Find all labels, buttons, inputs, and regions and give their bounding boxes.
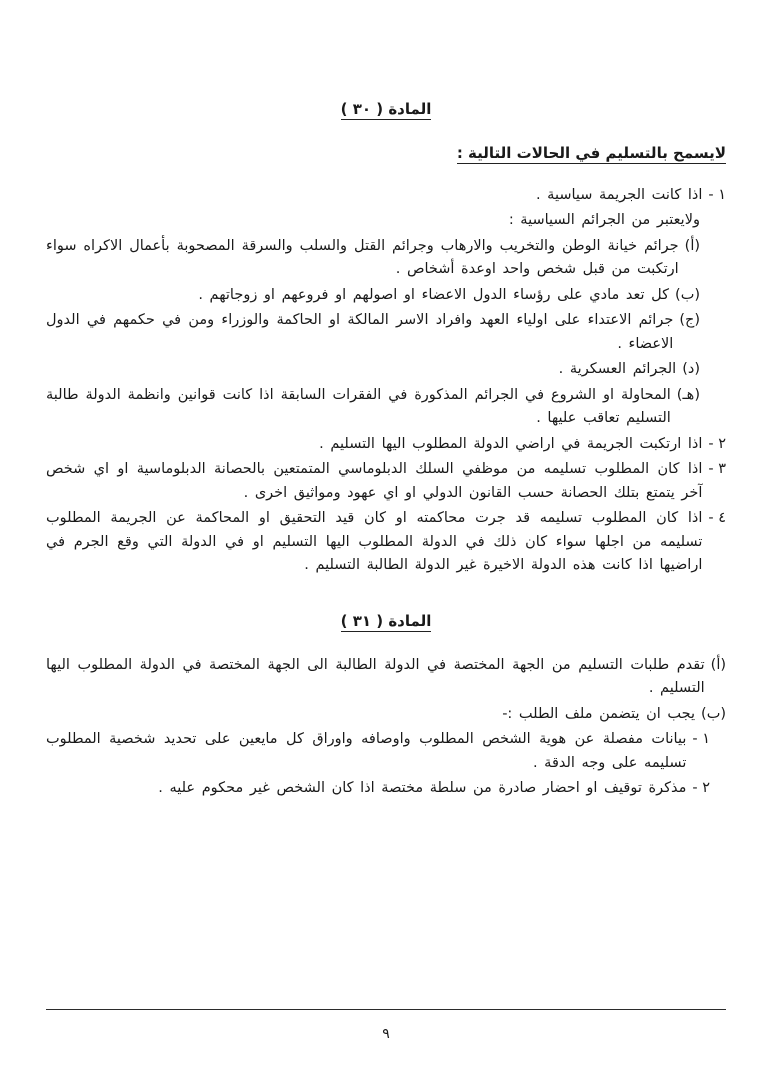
list-item-marker: (هـ) bbox=[676, 386, 700, 403]
list-item-marker: ٢ - bbox=[692, 780, 710, 797]
article-31-section bbox=[46, 612, 726, 801]
list-item-marker: ٢ - bbox=[708, 435, 726, 452]
page-number: ٩ bbox=[382, 1026, 390, 1042]
list-item-marker: ١ - bbox=[692, 731, 710, 748]
list-item-text: اذا كانت الجريمة سياسية . bbox=[535, 187, 703, 203]
list-item-marker: (د) bbox=[682, 361, 700, 378]
list-item bbox=[46, 184, 726, 207]
list-item-marker: (أ) bbox=[710, 656, 726, 673]
list-item-text: اذا كان المطلوب تسليمه من موظفي السلك الدبلوماسي المتمتعين بالحصانة الدبلوماسية او اي شخص آخر يتمتع بتلك الحصانة حسب القانون الدولي او اي عهود ومواثيق اخرى . bbox=[46, 461, 703, 501]
list-item-marker: (ب) bbox=[701, 705, 726, 722]
list-item bbox=[46, 458, 726, 505]
list-item-text: المحاولة او الشروع في الجرائم المذكورة في الفقرات السابقة اذا كانت قوانين وانظمة الدولة طالبة التسليم تعاقب عليها . bbox=[46, 386, 671, 427]
list-item bbox=[46, 507, 726, 577]
list-item-text: اذا ارتكبت الجريمة في اراضي الدولة المطلوب اليها التسليم . bbox=[319, 435, 703, 452]
list-item-text: جرائم الاعتداء على اولياء العهد وافراد الاسر المالكة او الحاكمة والوزراء ومن في حكمهم في الدول الاعضاء . bbox=[46, 312, 674, 352]
document-body bbox=[46, 100, 726, 801]
list-item-continuation: ولايعتبر من الجرائم السياسية : bbox=[508, 212, 700, 229]
list-item-text: مذكرة توقيف او احضار صادرة من سلطة مختصة اذا كان الشخص غير محكوم عليه . bbox=[158, 780, 687, 797]
article-30-heading-text: المادة ( ٣٠ ) bbox=[340, 100, 432, 118]
list-item-text: اذا كان المطلوب تسليمه قد جرت محاكمته او كان قيد التحقيق او المحاكمة عن الجريمة المطلوب تسليمه من اجلها سواء كان ذلك في الدولة المطلوب اليها التسليم او في الدولة التي وقع الجرم في اراضيها اذا كانت هذه الدولة الاخيرة غير الدولة الطالبة التسليم . bbox=[46, 510, 703, 574]
list-item-text: بيانات مفصلة عن هوية الشخص المطلوب واوصافه واوراق كل مايعين على تحديد شخصية المطلوب تسليمه على وجه الدقة . bbox=[46, 731, 687, 771]
article-31-heading-text: المادة ( ٣١ ) bbox=[340, 611, 432, 630]
list-item-text: يجب ان يتضمن ملف الطلب :- bbox=[502, 705, 696, 722]
article-30-lead-text: لايسمح بالتسليم في الحالات التالية : bbox=[456, 144, 726, 162]
list-item-marker: ٤ - bbox=[708, 510, 726, 527]
article-30-heading bbox=[46, 100, 726, 118]
article-31-heading bbox=[46, 612, 726, 630]
list-item bbox=[46, 777, 710, 800]
list-item-marker: (أ) bbox=[684, 237, 700, 254]
list-item bbox=[46, 358, 700, 381]
list-item-marker: (ب) bbox=[675, 286, 700, 303]
list-item-text: الجرائم العسكرية . bbox=[558, 361, 677, 378]
list-item bbox=[46, 384, 700, 431]
list-item bbox=[46, 728, 710, 775]
list-item-marker: ٣ - bbox=[708, 461, 726, 478]
list-item-marker: (ج) bbox=[679, 312, 700, 329]
list-item bbox=[46, 284, 700, 307]
list-item-text: تقدم طلبات التسليم من الجهة المختصة في الدولة الطالبة الى الجهة المختصة في الدولة المطلوب اليها التسليم . bbox=[46, 656, 705, 697]
article-30-section bbox=[46, 100, 726, 578]
list-item bbox=[46, 654, 726, 701]
footer-divider bbox=[46, 1009, 726, 1010]
list-item bbox=[46, 433, 726, 456]
list-item-text: جرائم خيانة الوطن والتخريب والارهاب وجرائم القتل والسلب والسرقة المصحوبة بأعمال الاكراه سواء ارتكبت من قبل شخص واحد اوعدة أشخاص . bbox=[46, 237, 679, 278]
list-item bbox=[46, 235, 700, 282]
list-item bbox=[46, 703, 726, 726]
list-item-text: كل تعد مادي على رؤساء الدول الاعضاء او اصولهم او فروعهم او زوجاتهم . bbox=[198, 286, 670, 303]
list-item-marker: ١ - bbox=[708, 187, 726, 203]
list-item bbox=[46, 309, 700, 356]
article-30-lead bbox=[46, 144, 726, 162]
